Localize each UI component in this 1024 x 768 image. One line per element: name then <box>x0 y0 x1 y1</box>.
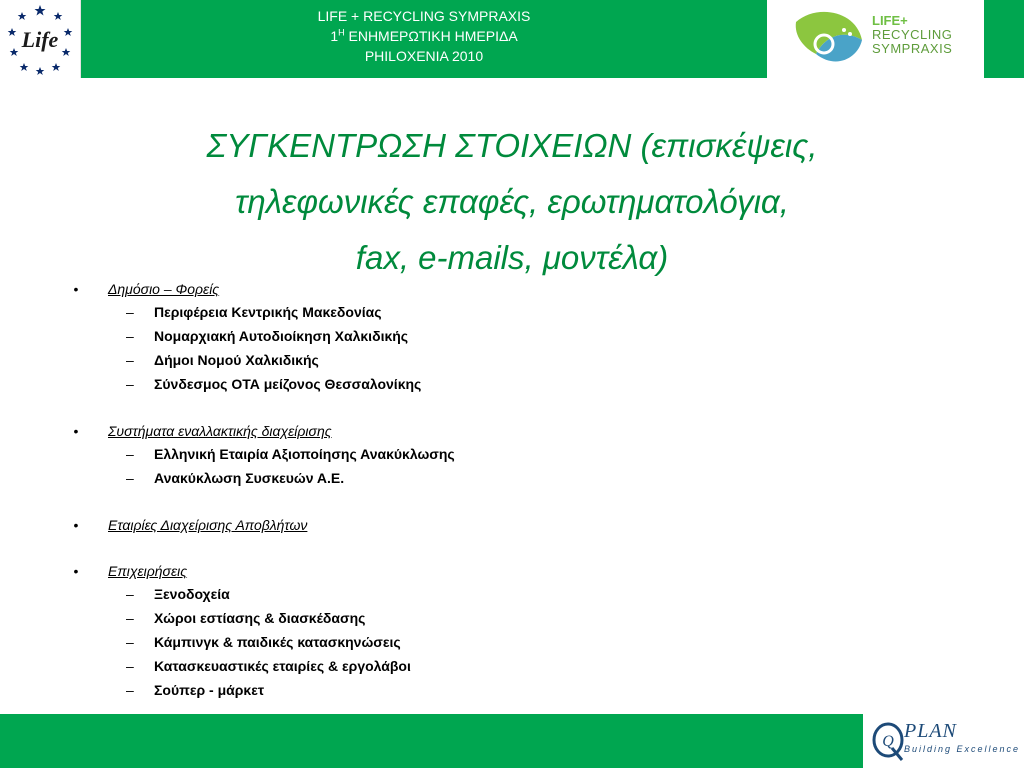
qplan-logo-letter: Q <box>882 733 894 750</box>
header-right-strip <box>984 0 1024 78</box>
section-title: Εταιρίες Διαχείρισης Αποβλήτων <box>108 517 308 533</box>
list-item <box>70 372 950 396</box>
footer-bar <box>0 714 863 768</box>
title-line-2: τηλεφωνικές επαφές, ερωτηματολόγια, <box>235 183 789 220</box>
list-item-label: Δήμοι Νομού Χαλκιδικής <box>154 352 319 368</box>
dash-icon: – <box>126 304 134 320</box>
header-line-2-number: 1 <box>330 28 339 44</box>
section-heading <box>70 420 950 442</box>
list-item-label: Χώροι εστίασης & διασκέδασης <box>154 610 366 626</box>
qplan-logo-subtitle: Building Excellence <box>904 744 1021 754</box>
list-item <box>70 324 950 348</box>
header-line-2-text: ΕΝΗΜΕΡΩΤΙΚΗ ΗΜΕΡΙΔΑ <box>344 28 518 44</box>
list-item <box>70 466 950 490</box>
dash-icon: – <box>126 634 134 650</box>
section-alternative-management <box>70 420 950 490</box>
title-line-3: fax, e-mails, μοντέλα) <box>355 239 669 276</box>
list-item-label: Ξενοδοχεία <box>154 586 230 602</box>
bullet-icon: • <box>73 517 79 533</box>
header-line-1: LIFE + RECYCLING SYMPRAXIS <box>317 8 531 24</box>
list-item <box>70 348 950 372</box>
section-heading <box>70 278 950 300</box>
header-line-2 <box>81 26 767 46</box>
section-heading <box>70 560 950 582</box>
list-item <box>70 582 950 606</box>
dash-icon: – <box>126 352 134 368</box>
list-item <box>70 654 950 678</box>
list-item <box>70 606 950 630</box>
section-title: Επιχειρήσεις <box>108 563 188 579</box>
bullet-list <box>70 278 950 726</box>
bullet-icon: • <box>73 423 79 439</box>
bullet-icon: • <box>73 563 79 579</box>
section-waste-companies <box>70 514 950 536</box>
dash-icon: – <box>126 446 134 462</box>
dash-icon: – <box>126 328 134 344</box>
section-heading <box>70 514 950 536</box>
header-line-2-superscript: Η <box>338 27 345 38</box>
logo-sympraxis: SYMPRAXIS <box>872 41 953 56</box>
list-item-label: Ελληνική Εταιρία Αξιοποίησης Ανακύκλωσης <box>154 446 455 462</box>
section-public-bodies <box>70 278 950 396</box>
qplan-logo <box>864 714 1024 768</box>
logo-recycling: RECYCLING <box>872 27 953 42</box>
list-item-label: Νομαρχιακή Αυτοδιοίκηση Χαλκιδικής <box>154 328 409 344</box>
slide-header <box>0 0 1024 78</box>
list-item-label: Περιφέρεια Κεντρικής Μακεδονίας <box>154 304 382 320</box>
recycling-leaf-logo-icon <box>786 0 886 78</box>
list-item <box>70 442 950 466</box>
life-logo-text: Life <box>21 27 59 52</box>
section-businesses <box>70 560 950 702</box>
logo-life-plus: LIFE+ <box>872 13 908 28</box>
dash-icon: – <box>126 610 134 626</box>
qplan-logo-text: PLAN <box>904 720 957 742</box>
list-item <box>70 300 950 324</box>
header-line-3: PHILOXENIA 2010 <box>364 48 484 64</box>
eu-life-logo-icon <box>0 0 81 78</box>
header-banner <box>81 0 767 78</box>
recycling-sympraxis-logo <box>768 0 984 78</box>
list-item-label: Κατασκευαστικές εταιρίες & εργολάβοι <box>154 658 411 674</box>
section-title: Δημόσιο – Φορείς <box>108 281 220 297</box>
list-item-label: Κάμπινγκ & παιδικές κατασκηνώσεις <box>154 634 401 650</box>
title-line-1: ΣΥΓΚΕΝΤΡΩΣΗ ΣΤΟΙΧΕΙΩΝ (επισκέψεις, <box>206 127 818 164</box>
dash-icon: – <box>126 586 134 602</box>
list-item <box>70 630 950 654</box>
list-item-label: Σούπερ - μάρκετ <box>154 682 265 698</box>
dash-icon: – <box>126 376 134 392</box>
qplan-swirl-icon <box>868 714 908 768</box>
list-item <box>70 678 950 702</box>
dash-icon: – <box>126 682 134 698</box>
list-item-label: Ανακύκλωση Συσκευών Α.Ε. <box>154 470 345 486</box>
section-title: Συστήματα εναλλακτικής διαχείρισης <box>108 423 332 439</box>
slide-title <box>100 118 924 286</box>
dash-icon: – <box>126 470 134 486</box>
bullet-icon: • <box>73 281 79 297</box>
dash-icon: – <box>126 658 134 674</box>
list-item-label: Σύνδεσμος ΟΤΑ μείζονος Θεσσαλονίκης <box>154 376 422 392</box>
